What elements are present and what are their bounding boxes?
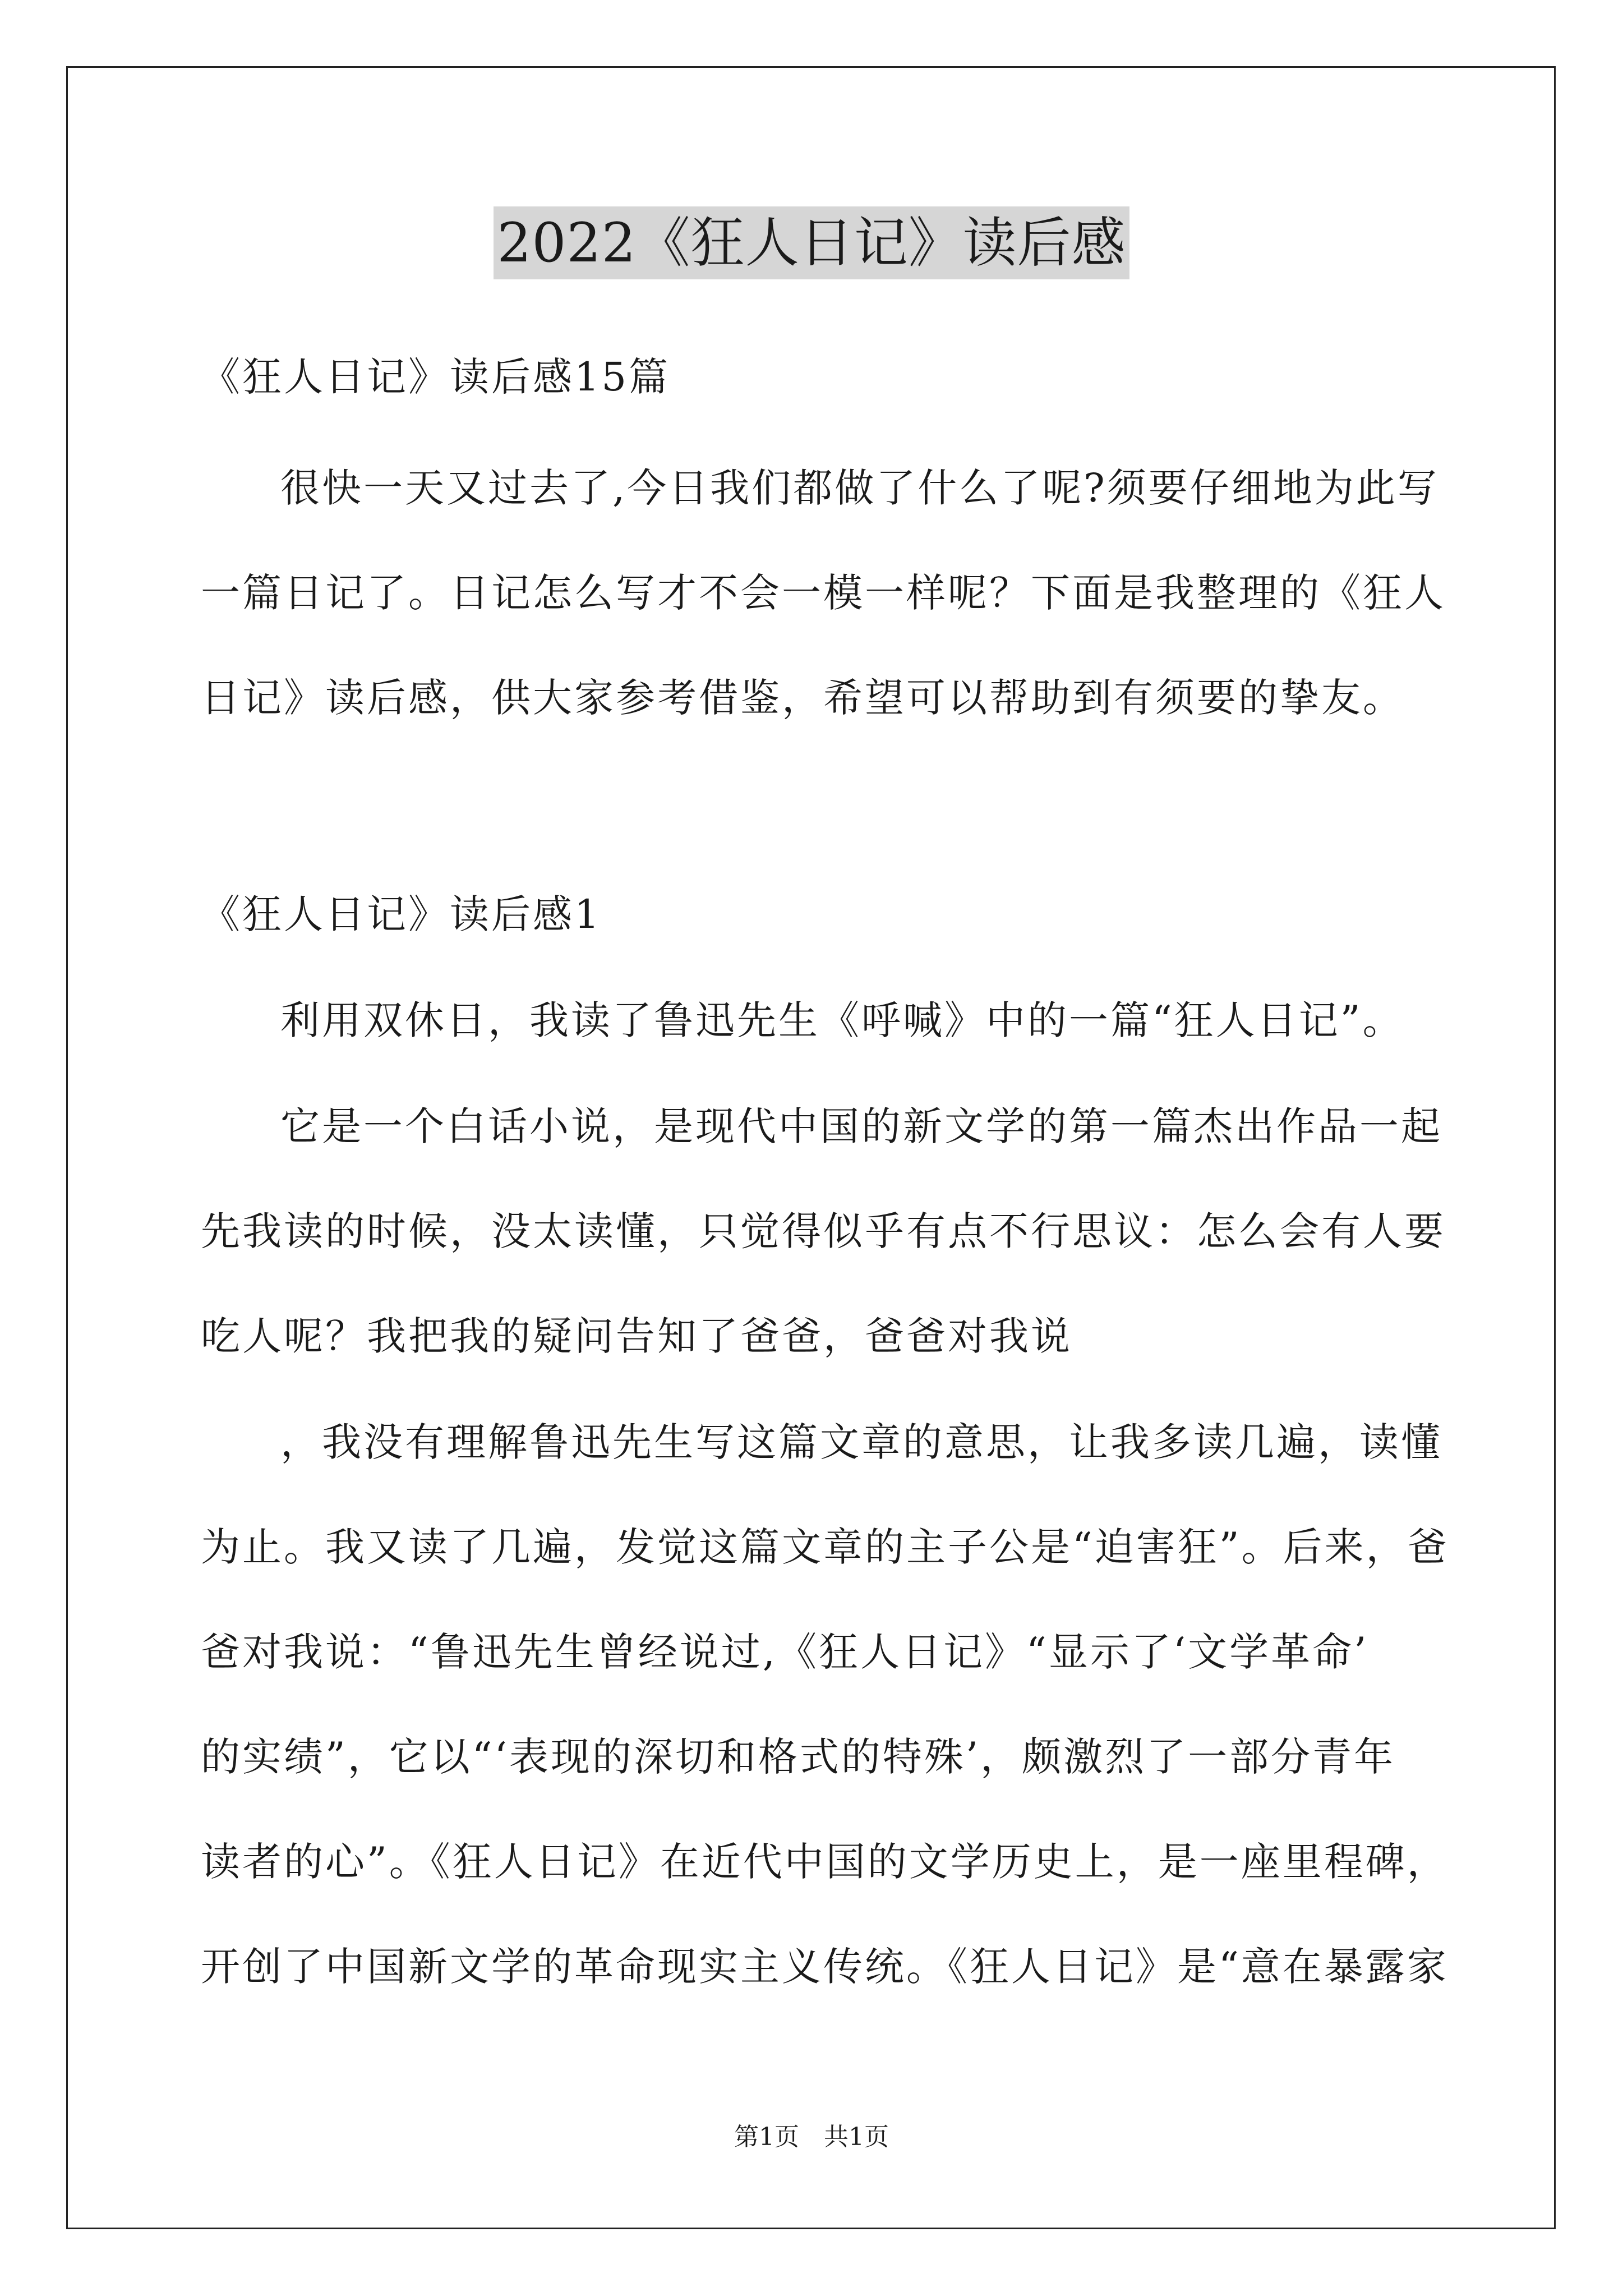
section-heading: 《狂人日记》读后感1	[201, 891, 602, 937]
intro-line-2: 一篇日记了。日记怎么写才不会一模一样呢？下面是我整理的《狂人	[201, 570, 1446, 616]
body-line-6: 为止。我又读了几遍，发觉这篇文章的主子公是“迫害狂”。后来，爸	[201, 1524, 1449, 1570]
body-line-7: 爸对我说：“鲁迅先生曾经说过,《狂人日记》“显示了‘文学革命’	[201, 1629, 1369, 1675]
body-line-9: 读者的心”。《狂人日记》在近代中国的文学历史上，是一座里程碑，	[201, 1839, 1449, 1885]
body-line-4: 吃人呢？我把我的疑问告知了爸爸，爸爸对我说	[201, 1313, 1072, 1359]
body-line-3: 先我读的时候，没太读懂，只觉得似乎有点不行思议：怎么会有人要	[201, 1208, 1446, 1254]
body-line-8: 的实绩”，它以“‘表现的深切和格式的特殊’，颇激烈了一部分青年	[201, 1734, 1396, 1780]
document-title[interactable]: 2022《狂人日记》读后感	[494, 206, 1129, 279]
body-line-5: ，我没有理解鲁迅先生写这篇文章的意思，让我多读几遍，读懂	[280, 1419, 1442, 1465]
intro-line-3: 日记》读后感，供大家参考借鉴，希望可以帮助到有须要的挚友。	[201, 675, 1404, 721]
page-footer: 第1页 共1页	[734, 2123, 889, 2151]
title-container	[0, 206, 1623, 279]
body-line-10: 开创了中国新文学的革命现实主义传统。《狂人日记》是“意在暴露家	[201, 1944, 1449, 1990]
subtitle: 《狂人日记》读后感15篇	[201, 354, 671, 400]
body-line-1: 利用双休日，我读了鲁迅先生《呼喊》中的一篇“狂人日记”。	[280, 997, 1404, 1043]
intro-line-1: 很快一天又过去了,今日我们都做了什么了呢?须要仔细地为此写	[280, 465, 1439, 511]
body-line-2: 它是一个白话小说，是现代中国的新文学的第一篇杰出作品一起	[280, 1103, 1442, 1149]
